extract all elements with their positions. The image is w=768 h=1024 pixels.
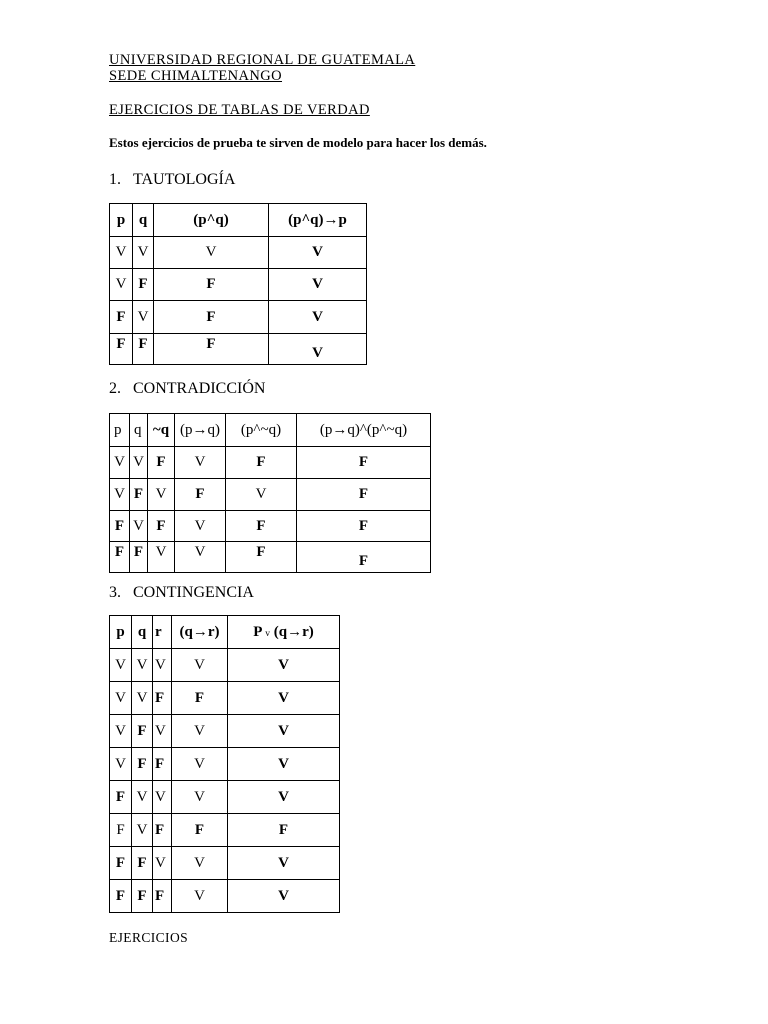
table-row xyxy=(110,814,340,847)
table-cell: V xyxy=(110,237,133,269)
table-cell: F xyxy=(130,479,148,511)
truth-table-tautologia xyxy=(109,203,367,365)
header-cell-disjunction xyxy=(228,616,340,649)
header-cell: p xyxy=(110,204,133,237)
header-implication: (q→r) xyxy=(273,623,314,640)
table-row xyxy=(110,847,340,880)
table-cell: V xyxy=(228,781,340,814)
section-heading-contingencia xyxy=(109,584,254,602)
header-cell: r xyxy=(153,616,172,649)
table-cell: V xyxy=(130,447,148,479)
section-heading-tautologia xyxy=(109,171,235,189)
table-cell: F xyxy=(153,814,172,847)
truth-table-contingencia xyxy=(109,615,340,913)
table-cell: V xyxy=(133,301,154,334)
table-cell: F xyxy=(110,847,132,880)
table-cell: V xyxy=(110,748,132,781)
table-cell: F xyxy=(153,748,172,781)
table-row xyxy=(110,334,367,365)
section-title: TAUTOLOGÍA xyxy=(133,171,236,188)
table-row xyxy=(110,447,431,479)
table-cell: V xyxy=(110,479,130,511)
table-cell: V xyxy=(228,715,340,748)
truth-table-contradiccion xyxy=(109,413,431,573)
table-cell: F xyxy=(133,269,154,301)
section-heading-contradiccion xyxy=(109,380,265,398)
table-cell: F xyxy=(153,682,172,715)
table-cell: V xyxy=(132,682,153,715)
table-row xyxy=(110,237,367,269)
table-row xyxy=(110,269,367,301)
exercises-heading: EJERCICIOS xyxy=(109,930,189,945)
table-cell: F xyxy=(175,479,226,511)
table-row xyxy=(110,649,340,682)
table-row xyxy=(110,542,431,573)
header-cell: q xyxy=(133,204,154,237)
table-cell: V xyxy=(153,781,172,814)
table-cell: V xyxy=(153,847,172,880)
table-cell: V xyxy=(228,748,340,781)
table-header-row xyxy=(110,616,340,649)
header-cell: ~q xyxy=(148,414,175,447)
table-cell: V xyxy=(228,649,340,682)
university-name: UNIVERSIDAD REGIONAL DE GUATEMALA xyxy=(109,52,416,68)
table-cell: F xyxy=(226,511,297,542)
table-cell: V xyxy=(269,301,367,334)
table-cell: V xyxy=(153,649,172,682)
table-cell: F xyxy=(154,269,269,301)
table-cell: V xyxy=(228,847,340,880)
table-cell: F xyxy=(110,334,133,365)
table-row xyxy=(110,301,367,334)
table-cell: F xyxy=(110,542,130,573)
table-row xyxy=(110,748,340,781)
intro-text: Estos ejercicios de prueba te sirven de modelo para hacer los demás. xyxy=(109,135,487,150)
section-number: 2. xyxy=(109,380,121,397)
header-cell: p xyxy=(110,616,132,649)
document-title: EJERCICIOS DE TABLAS DE VERDAD xyxy=(109,102,370,118)
header-cell: (p^q) xyxy=(154,204,269,237)
header-cell: (p^q)→p xyxy=(269,204,367,237)
table-row xyxy=(110,715,340,748)
table-cell: F xyxy=(172,682,228,715)
table-cell: F xyxy=(226,542,297,573)
table-cell: F xyxy=(154,334,269,365)
table-cell: F xyxy=(148,511,175,542)
header-cell: p xyxy=(110,414,130,447)
section-title: CONTRADICCIÓN xyxy=(133,380,266,397)
table-cell: V xyxy=(172,649,228,682)
header-cell: q xyxy=(130,414,148,447)
table-cell: V xyxy=(269,237,367,269)
table-cell: V xyxy=(133,237,154,269)
section-number: 3. xyxy=(109,584,121,601)
header-cell: (q→r) xyxy=(172,616,228,649)
table-cell: V xyxy=(175,511,226,542)
header-cell: (p→q)^(p^~q) xyxy=(297,414,431,447)
table-cell: F xyxy=(297,511,431,542)
table-cell: F xyxy=(110,511,130,542)
table-row xyxy=(110,511,431,542)
table-cell: F xyxy=(228,814,340,847)
table-cell: V xyxy=(148,542,175,573)
table-cell: F xyxy=(153,880,172,913)
table-cell: V xyxy=(110,269,133,301)
header-p: P xyxy=(253,623,262,640)
table-cell: V xyxy=(130,511,148,542)
table-cell: V xyxy=(175,542,226,573)
header-cell: q xyxy=(132,616,153,649)
table-cell: V xyxy=(172,781,228,814)
table-cell: F xyxy=(110,814,132,847)
table-row xyxy=(110,880,340,913)
table-cell: V xyxy=(110,682,132,715)
table-cell: F xyxy=(132,748,153,781)
table-cell: F xyxy=(154,301,269,334)
table-cell: F xyxy=(133,334,154,365)
table-cell: F xyxy=(132,880,153,913)
table-cell: V xyxy=(132,781,153,814)
table-cell: F xyxy=(110,301,133,334)
table-cell: V xyxy=(154,237,269,269)
table-header-row xyxy=(110,204,367,237)
header-cell: (p^~q) xyxy=(226,414,297,447)
table-cell: V xyxy=(148,479,175,511)
table-cell: V xyxy=(228,880,340,913)
table-row xyxy=(110,682,340,715)
table-cell: F xyxy=(172,814,228,847)
table-cell: V xyxy=(269,269,367,301)
table-cell: V xyxy=(269,334,367,365)
table-cell: F xyxy=(132,715,153,748)
table-cell: V xyxy=(226,479,297,511)
table-cell: F xyxy=(226,447,297,479)
table-cell: V xyxy=(228,682,340,715)
table-row xyxy=(110,479,431,511)
table-cell: F xyxy=(110,880,132,913)
table-cell: V xyxy=(110,649,132,682)
table-cell: V xyxy=(175,447,226,479)
header-or-symbol: v xyxy=(265,628,271,639)
table-cell: F xyxy=(297,447,431,479)
table-cell: V xyxy=(153,715,172,748)
table-cell: V xyxy=(172,880,228,913)
table-cell: V xyxy=(110,447,130,479)
table-cell: F xyxy=(132,847,153,880)
table-cell: F xyxy=(148,447,175,479)
table-row xyxy=(110,781,340,814)
table-cell: V xyxy=(172,847,228,880)
table-cell: F xyxy=(130,542,148,573)
table-cell: F xyxy=(297,479,431,511)
table-header-row xyxy=(110,414,431,447)
table-cell: V xyxy=(172,748,228,781)
section-number: 1. xyxy=(109,171,121,188)
section-title: CONTINGENCIA xyxy=(133,584,254,601)
table-cell: F xyxy=(110,781,132,814)
table-cell: V xyxy=(132,814,153,847)
table-cell: V xyxy=(172,715,228,748)
table-cell: F xyxy=(297,542,431,573)
campus-name: SEDE CHIMALTENANGO xyxy=(109,68,283,84)
table-cell: V xyxy=(132,649,153,682)
table-cell: V xyxy=(110,715,132,748)
header-cell: (p→q) xyxy=(175,414,226,447)
